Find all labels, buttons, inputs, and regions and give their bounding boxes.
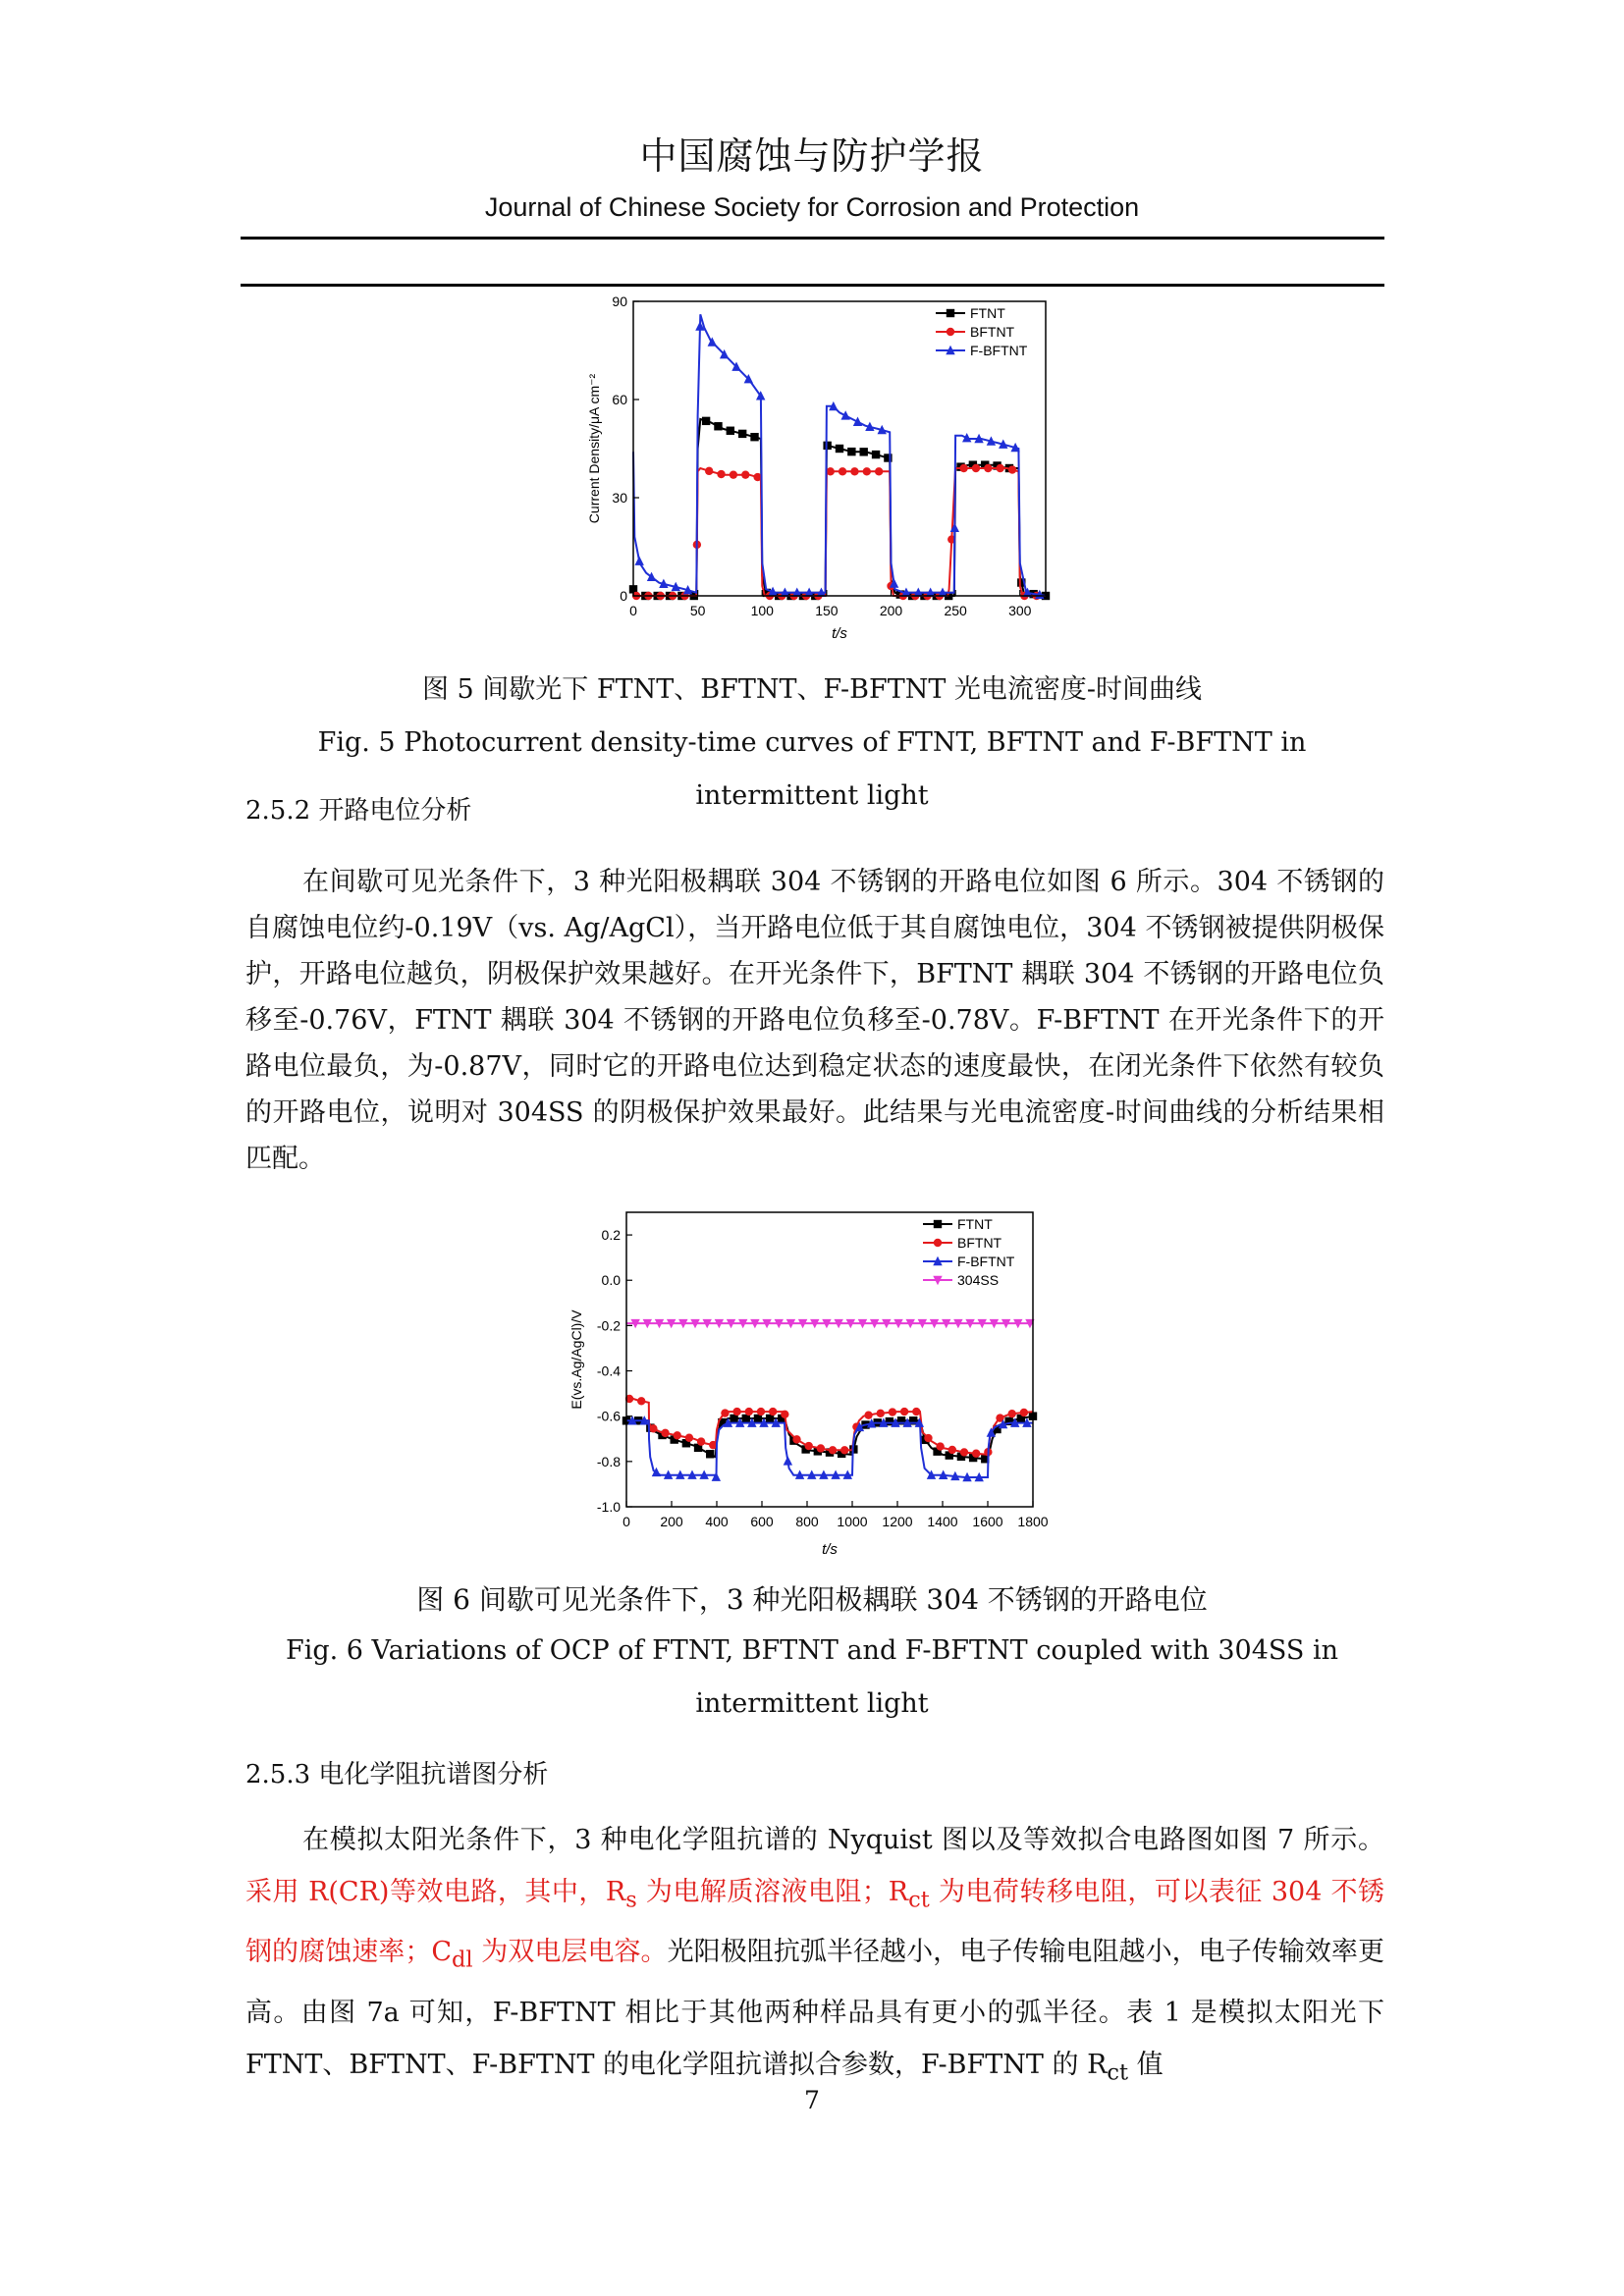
x-tick-label: 800 bbox=[795, 1514, 819, 1529]
data-point-bftnt bbox=[732, 1408, 740, 1415]
figure-6-caption-cn: 图 6 间歇可见光条件下，3 种光阳极耦联 304 不锈钢的开路电位 bbox=[416, 1583, 1208, 1616]
data-point-f-bftnt bbox=[712, 1472, 721, 1481]
data-point-bftnt bbox=[649, 1424, 657, 1432]
data-point-bftnt bbox=[924, 1434, 932, 1442]
data-point-bftnt bbox=[875, 467, 883, 475]
data-point-ftnt bbox=[860, 448, 868, 455]
data-point-bftnt bbox=[889, 1408, 896, 1415]
data-point-bftnt bbox=[792, 1435, 800, 1443]
data-point-bftnt bbox=[745, 1408, 753, 1415]
x-tick-label: 0 bbox=[623, 1514, 630, 1529]
fig5-x-axis-label: t/s bbox=[832, 625, 847, 642]
data-point-bftnt bbox=[757, 1408, 765, 1415]
figure-6-caption-en: Fig. 6 Variations of OCP of FTNT, BFTNT and F-BFTNT coupled with 304SS in intermittent light bbox=[285, 1635, 1339, 1719]
x-tick-label: 0 bbox=[629, 603, 637, 618]
fig5-y-axis-label: Current Density/μA cm⁻² bbox=[586, 373, 602, 524]
x-tick-label: 1400 bbox=[927, 1514, 958, 1529]
data-point-bftnt bbox=[972, 1450, 980, 1458]
section-2-5-2-paragraph: 在间歇可见光条件下，3 种光阳极耦联 304 不锈钢的开路电位如图 6 所示。304 不锈钢的自腐蚀电位约-0.19V（vs. Ag/AgCl），当开路电位低于其自腐蚀电位，304 不锈钢被提供阴极保护，开路电位越负，阴极保护效果越好。在开光条件下，BFTNT 耦联 304 不锈钢的开路电位负移至-0.76V，FTNT 耦联 304 不锈钢的开路电位负移至-0.78V。F-BFTNT 在开光条件下的开路电位最负，为-0.87V，同时它的开路电位达到稳定状态的速度最快，在闭光条件下依然有较负的开路电位，说明对 304SS 的阴极保护效果最好。此结果与光电流密度-时间曲线的分析结果相匹配。 bbox=[245, 867, 1384, 1174]
data-point-ftnt bbox=[702, 417, 710, 425]
x-tick-label: 200 bbox=[879, 603, 903, 618]
data-point-ftnt bbox=[738, 430, 746, 438]
data-point-ftnt bbox=[727, 427, 734, 435]
data-point-ftnt bbox=[836, 445, 843, 453]
x-tick-label: 150 bbox=[815, 603, 839, 618]
legend-label-ftnt: FTNT bbox=[957, 1216, 993, 1232]
journal-title-en: Journal of Chinese Society for Corrosion and Protection bbox=[484, 192, 1140, 222]
data-point-f-bftnt bbox=[647, 572, 656, 581]
data-point-bftnt bbox=[637, 1397, 645, 1405]
data-point-ftnt bbox=[750, 433, 758, 441]
figure-5-caption-cn: 图 5 间歇光下 FTNT、BFTNT、F-BFTNT 光电流密度-时间曲线 bbox=[421, 674, 1203, 705]
legend-label-bftnt: BFTNT bbox=[970, 324, 1015, 340]
x-tick-label: 1000 bbox=[837, 1514, 868, 1529]
x-tick-label: 100 bbox=[750, 603, 774, 618]
data-point-ftnt bbox=[706, 1450, 714, 1458]
x-tick-label: 1200 bbox=[882, 1514, 913, 1529]
series-line-bftnt bbox=[633, 468, 1046, 596]
data-point-bftnt bbox=[781, 1411, 788, 1418]
data-point-bftnt bbox=[717, 470, 725, 478]
x-tick-label: 600 bbox=[750, 1514, 774, 1529]
y-tick-label: -0.2 bbox=[596, 1317, 621, 1334]
data-point-bftnt bbox=[1008, 465, 1016, 473]
figure-5-caption-en: Fig. 5 Photocurrent density-time curves of FTNT, BFTNT and F-BFTNT in intermittent light bbox=[317, 727, 1307, 811]
data-point-f-bftnt bbox=[840, 410, 849, 419]
x-tick-label: 200 bbox=[660, 1514, 683, 1529]
legend-label-bftnt: BFTNT bbox=[957, 1235, 1002, 1251]
data-point-ftnt bbox=[823, 442, 831, 450]
data-point-bftnt bbox=[827, 467, 835, 475]
legend-label-ftnt: FTNT bbox=[970, 305, 1005, 321]
journal-title-cn: 中国腐蚀与防护学报 bbox=[639, 134, 985, 178]
data-point-bftnt bbox=[741, 470, 749, 478]
data-point-bftnt bbox=[804, 1442, 812, 1450]
data-point-bftnt bbox=[984, 464, 992, 472]
y-tick-label: 0.2 bbox=[601, 1227, 621, 1244]
legend-label-304ss: 304SS bbox=[957, 1272, 1000, 1288]
data-point-bftnt bbox=[840, 1446, 848, 1454]
x-tick-label: 1600 bbox=[972, 1514, 1003, 1529]
data-point-ftnt bbox=[847, 448, 855, 455]
fig6-y-axis-label: E(vs.Ag/AgCl)/V bbox=[568, 1309, 584, 1410]
data-point-bftnt bbox=[1020, 1409, 1028, 1416]
y-tick-label: -0.6 bbox=[596, 1408, 621, 1424]
data-point-bftnt bbox=[850, 467, 858, 475]
data-point-bftnt bbox=[769, 1408, 777, 1415]
data-point-bftnt bbox=[839, 467, 846, 475]
data-point-bftnt bbox=[960, 1448, 968, 1456]
fig6-x-axis-label: t/s bbox=[822, 1541, 838, 1558]
section-2-5-2-heading: 2.5.2 开路电位分析 bbox=[245, 796, 472, 826]
y-tick-label: -1.0 bbox=[596, 1499, 621, 1515]
data-point-bftnt bbox=[721, 1409, 729, 1416]
y-tick-label: 0.0 bbox=[601, 1272, 621, 1289]
y-tick-label: 90 bbox=[612, 294, 627, 309]
header-rule-top bbox=[241, 237, 1384, 240]
y-tick-label: -0.4 bbox=[596, 1362, 621, 1379]
data-point-bftnt bbox=[936, 1442, 944, 1450]
data-point-bftnt bbox=[972, 464, 980, 472]
data-point-bftnt bbox=[730, 470, 737, 478]
y-tick-label: -0.8 bbox=[596, 1453, 621, 1469]
data-point-bftnt bbox=[948, 1446, 956, 1454]
section-2-5-3-heading: 2.5.3 电化学阻抗谱图分析 bbox=[245, 1760, 549, 1789]
data-point-bftnt bbox=[661, 1429, 669, 1437]
legend-label-f-bftnt: F-BFTNT bbox=[957, 1254, 1015, 1269]
x-tick-label: 50 bbox=[689, 603, 706, 618]
y-tick-label: 0 bbox=[620, 588, 627, 604]
data-point-bftnt bbox=[685, 1434, 693, 1442]
x-tick-label: 300 bbox=[1008, 603, 1032, 618]
y-tick-label: 60 bbox=[612, 392, 627, 407]
x-tick-label: 1800 bbox=[1017, 1514, 1049, 1529]
data-point-f-bftnt bbox=[634, 557, 643, 565]
figure-5-chart bbox=[569, 290, 1060, 653]
x-tick-label: 400 bbox=[705, 1514, 729, 1529]
data-point-bftnt bbox=[877, 1410, 885, 1417]
y-tick-label: 30 bbox=[612, 490, 627, 506]
figure-6-chart bbox=[560, 1202, 1070, 1571]
data-point-bftnt bbox=[959, 464, 967, 472]
data-point-bftnt bbox=[996, 464, 1003, 472]
data-point-f-bftnt bbox=[962, 433, 971, 442]
page-number: 7 bbox=[804, 2086, 820, 2114]
data-point-ftnt bbox=[714, 422, 722, 430]
data-point-bftnt bbox=[1007, 1410, 1015, 1417]
data-point-bftnt bbox=[829, 1446, 837, 1454]
data-point-bftnt bbox=[863, 467, 871, 475]
section-2-5-3-paragraph: 在模拟太阳光条件下，3 种电化学阻抗谱的 Nyquist 图以及等效拟合电路图如图 7 所示。采用 R(CR)等效电路，其中，$R_s$ 为电解质溶液电阻；$R_{ct}$ 为电荷转移电阻，可以表征 304 不锈钢的腐蚀速率；$C_{dl}$ 为双电层电容。光阳极阻抗弧半径越小，电子传输电阻越小，电子传输效率更高。由图 7a 可知，F-BFTNT 相比于其他两种样品具有更小的弧半径。表 1 是模拟太阳光下 FTNT、BFTNT、F-BFTNT 的电化学阻抗谱拟合参数，F-BFTNT 的 $R_{ct}$ 值 bbox=[245, 1825, 1384, 2086]
data-point-bftnt bbox=[817, 1444, 825, 1452]
data-point-bftnt bbox=[674, 1431, 681, 1439]
data-point-bftnt bbox=[705, 467, 713, 475]
legend-marker bbox=[947, 309, 954, 317]
legend-marker bbox=[934, 1220, 942, 1228]
legend-marker bbox=[947, 328, 954, 336]
x-tick-label: 250 bbox=[944, 603, 967, 618]
data-point-bftnt bbox=[697, 1437, 705, 1445]
data-point-bftnt bbox=[900, 1408, 908, 1415]
data-point-ftnt bbox=[872, 451, 880, 458]
header-rule-bottom bbox=[241, 284, 1384, 287]
legend-label-f-bftnt: F-BFTNT bbox=[970, 343, 1028, 358]
legend-marker bbox=[934, 1239, 942, 1247]
data-point-f-bftnt bbox=[853, 417, 862, 426]
data-point-f-bftnt bbox=[784, 1456, 792, 1465]
data-point-bftnt bbox=[864, 1411, 872, 1418]
data-point-bftnt bbox=[912, 1408, 920, 1415]
